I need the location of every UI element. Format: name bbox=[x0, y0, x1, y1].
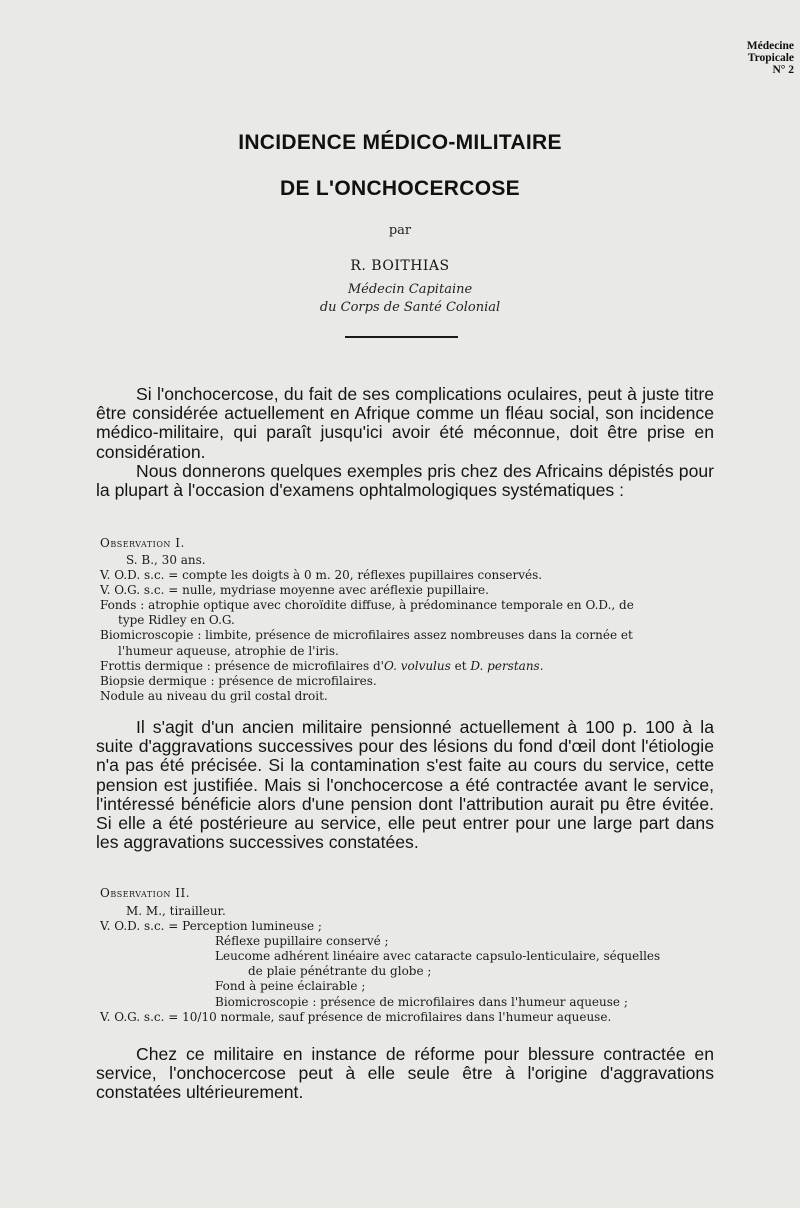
journal-name-line2: Tropicale bbox=[747, 52, 794, 64]
examples-paragraph: Nous donnerons quelques exemples pris chez des Africains dépistés pour la plupart à l'occasion d'examens ophtalmologiques systématiques : bbox=[96, 460, 714, 501]
byline-par: par bbox=[388, 223, 412, 238]
observation2-body bbox=[100, 904, 712, 1025]
author-name: R. BOITHIAS bbox=[350, 258, 450, 274]
obs1-biomicroscopy-line1: Biomicroscopie : limbite, présence de microfilaires assez nombreuses dans la cornée et bbox=[100, 628, 633, 643]
journal-name-line1: Médecine bbox=[746, 40, 794, 52]
observation1-heading bbox=[100, 536, 185, 550]
intro-paragraph: Si l'onchocercose, du fait de ses complications oculaires, peut à juste titre être considérée actuellement en Afrique comme un fléau social, son incidence médico-militaire, qui paraît jusqu'ici avoir été méconnue, doit être prise en considération. bbox=[96, 384, 714, 462]
obs2-right-eye-line1 bbox=[100, 919, 712, 934]
observation2-heading-label: Observation bbox=[100, 886, 171, 900]
obs1-fundus-line2: type Ridley en O.G. bbox=[118, 613, 235, 628]
observation2-heading bbox=[100, 886, 190, 900]
obs2-biomicroscopy: Biomicroscopie : présence de microfilaires dans l'humeur aqueuse ; bbox=[215, 994, 628, 1009]
conclusion-section bbox=[96, 1045, 714, 1103]
obs1-species-perstans: D. perstans. bbox=[470, 658, 544, 673]
obs1-nodule: Nodule au niveau du gril costal droit. bbox=[100, 688, 328, 703]
article-title-line2: DE L'ONCHOCERCOSE bbox=[280, 177, 520, 200]
obs1-skin-smear bbox=[100, 659, 712, 674]
obs2-left-eye: V. O.G. s.c. = 10/10 normale, sauf présence de microfilaires dans l'humeur aqueuse. bbox=[100, 1009, 612, 1024]
obs1-right-eye: V. O.D. s.c. = compte les doigts à 0 m. 20, réflexes pupillaires conservés. bbox=[100, 568, 543, 583]
obs2-right-eye-label: V. O.D. s.c. = bbox=[100, 919, 183, 934]
discussion-section bbox=[96, 718, 714, 852]
obs1-skin-smear-text: Frottis dermique : présence de microfilaires d' bbox=[100, 658, 384, 673]
intro-section bbox=[96, 385, 714, 500]
obs2-pupil-reflex: Réflexe pupillaire conservé ; bbox=[215, 934, 389, 949]
obs1-species-volvulus: O. volvulus bbox=[383, 658, 451, 673]
obs1-left-eye: V. O.G. s.c. = nulle, mydriase moyenne avec aréflexie pupillaire. bbox=[100, 583, 489, 598]
observation1-heading-number: I. bbox=[175, 536, 185, 550]
obs2-light-perception: Perception lumineuse ; bbox=[182, 919, 322, 934]
journal-issue: N° 2 bbox=[772, 64, 794, 76]
obs1-skin-biopsy: Biopsie dermique : présence de microfilaires. bbox=[100, 673, 377, 688]
obs1-biomicroscopy-line2: l'humeur aqueuse, atrophie de l'iris. bbox=[118, 643, 339, 658]
observation1-heading-label: Observation bbox=[100, 536, 171, 550]
journal-tag bbox=[724, 40, 794, 76]
conclusion-paragraph: Chez ce militaire en instance de réforme pour blessure contractée en service, l'onchocercose peut à elle seule être à l'origine d'aggravations constatées ultérieurement. bbox=[96, 1044, 714, 1103]
observation2-heading-number: II. bbox=[175, 886, 191, 900]
author-corps: du Corps de Santé Colonial bbox=[319, 300, 501, 315]
obs2-leucoma-cont: de plaie pénétrante du globe ; bbox=[248, 964, 432, 979]
obs2-patient: M. M., tirailleur. bbox=[126, 904, 226, 918]
obs2-leucoma: Leucome adhérent linéaire avec cataracte capsulo-lenticulaire, séquelles bbox=[215, 949, 661, 964]
obs1-fundus-line1: Fonds : atrophie optique avec choroïdite diffuse, à prédominance temporale en O.D., de bbox=[100, 598, 634, 613]
obs2-fundus: Fond à peine éclairable ; bbox=[215, 979, 366, 994]
title-separator-rule bbox=[345, 336, 458, 338]
obs1-skin-smear-and: et bbox=[450, 658, 471, 673]
observation1-body bbox=[100, 553, 712, 704]
obs1-patient: S. B., 30 ans. bbox=[126, 553, 206, 567]
article-title-line1: INCIDENCE MÉDICO-MILITAIRE bbox=[238, 131, 562, 154]
discussion-paragraph: Il s'agit d'un ancien militaire pensionné actuellement à 100 p. 100 à la suite d'aggravations successives pour des lésions du fond d'œil dont l'étiologie n'a pas été précisée. Si la contamination s'est faite au cours du service, cette pension est justifiée. Mais si l'onchocercose a été contractée avant le service, l'intéressé bénéficie alors d'une pension dont l'attribution aurait pu être évitée. Si elle a été postérieure au service, elle peut entrer pour une large part dans les aggravations successives constatées. bbox=[96, 717, 714, 853]
author-rank: Médecin Capitaine bbox=[347, 282, 473, 297]
